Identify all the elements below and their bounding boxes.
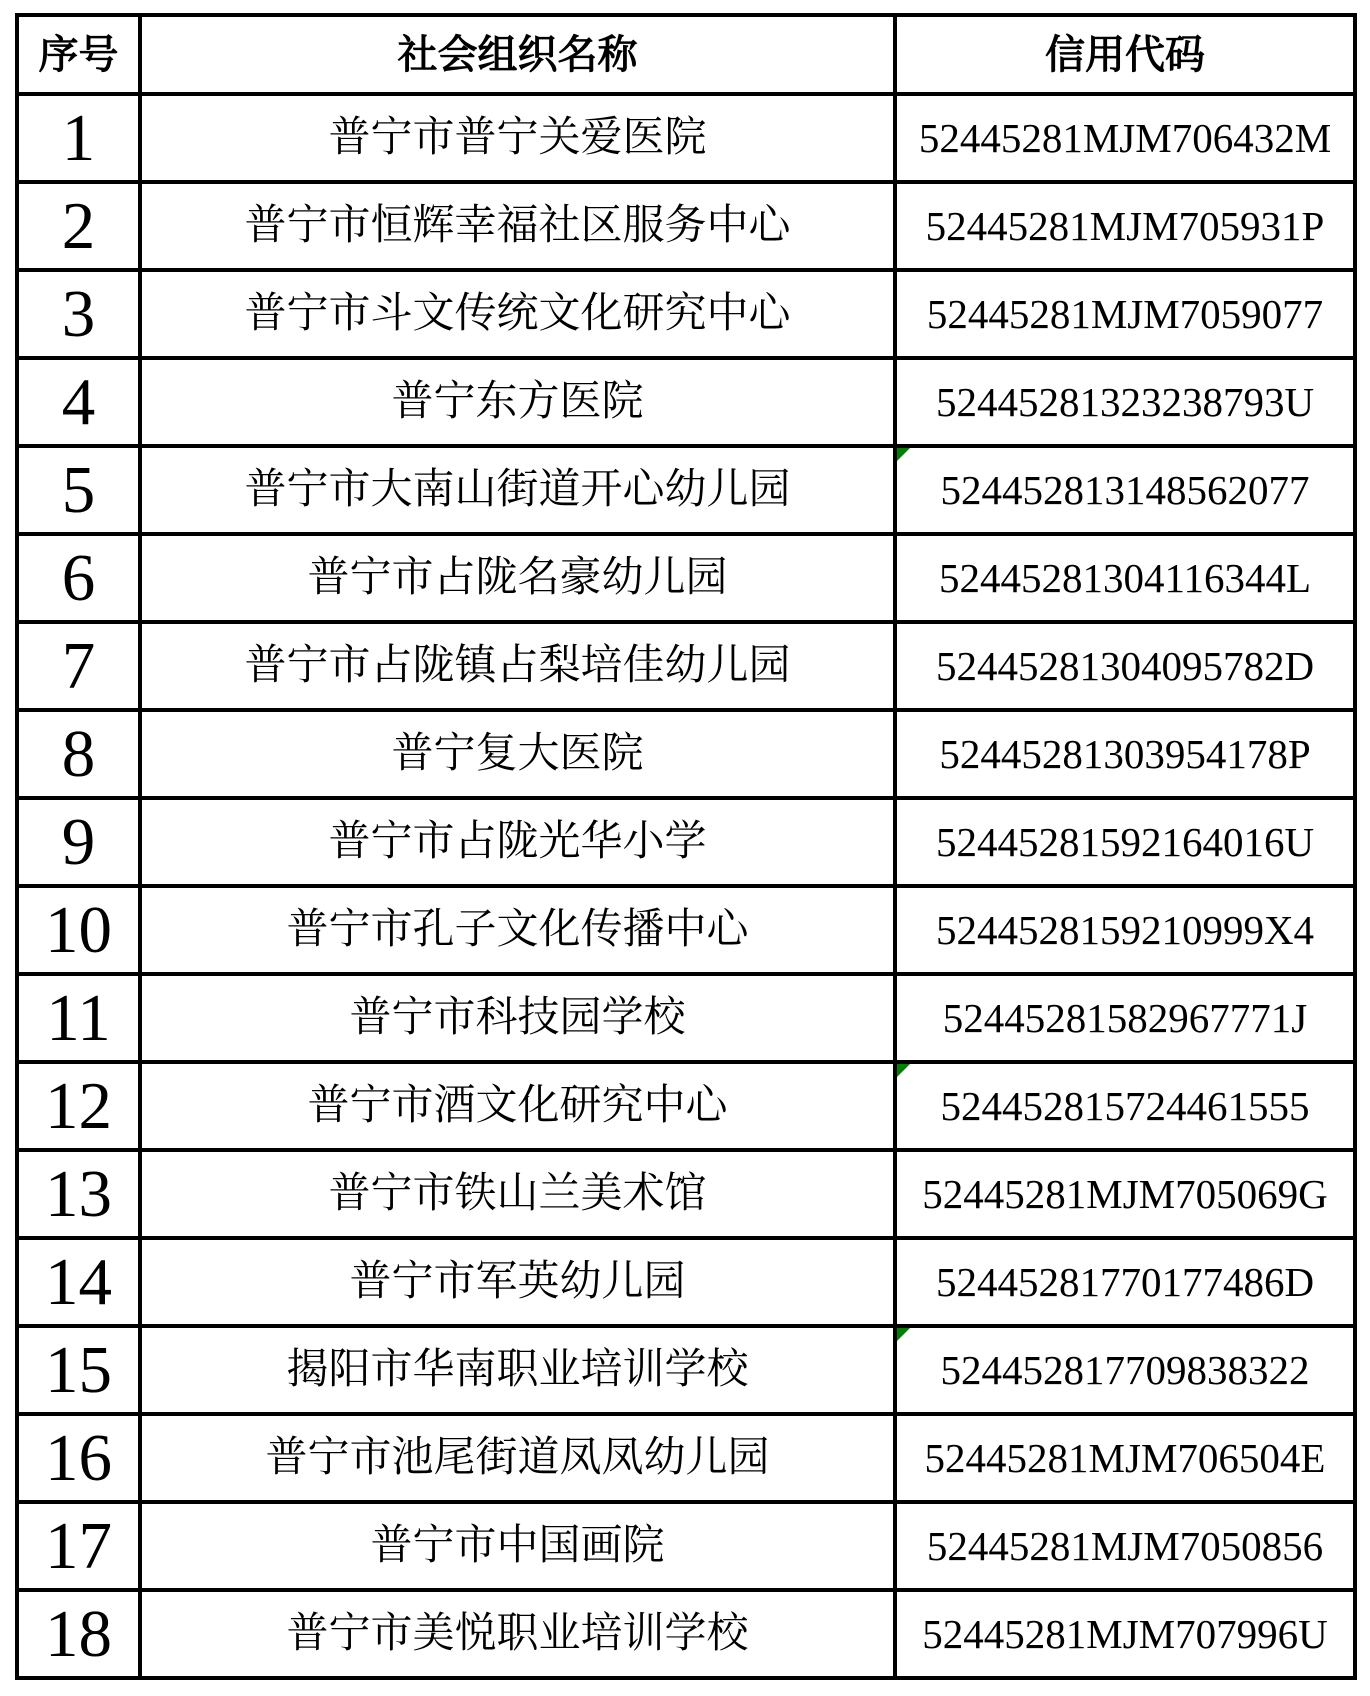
credit-code-cell (895, 798, 1355, 886)
org-name-cell: 普宁市占陇光华小学 (140, 798, 895, 886)
org-table-body (17, 94, 1355, 1678)
header-row (17, 15, 1355, 94)
table-row (17, 182, 1355, 270)
row-index-cell: 2 (17, 182, 140, 270)
row-index-cell: 5 (17, 446, 140, 534)
org-name-cell: 普宁市大南山街道开心幼儿园 (140, 446, 895, 534)
org-name-cell: 普宁市科技园学校 (140, 974, 895, 1062)
org-name-cell: 普宁市中国画院 (140, 1502, 895, 1590)
credit-code-text: 52445281304116344L (938, 554, 1312, 601)
org-name-cell: 普宁市铁山兰美术馆 (140, 1150, 895, 1238)
table-row (17, 270, 1355, 358)
row-index-cell: 8 (17, 710, 140, 798)
row-index-cell: 13 (17, 1150, 140, 1238)
org-name-cell: 普宁复大医院 (140, 710, 895, 798)
table-row (17, 798, 1355, 886)
org-name-cell: 普宁市孔子文化传播中心 (140, 886, 895, 974)
row-index-cell: 11 (17, 974, 140, 1062)
table-row (17, 94, 1355, 182)
row-index-cell: 16 (17, 1414, 140, 1502)
credit-code-text: 524452817709838322 (940, 1346, 1310, 1393)
credit-code-text: 52445281303954178P (939, 730, 1311, 777)
credit-code-cell (895, 534, 1355, 622)
credit-code-cell (895, 182, 1355, 270)
row-index-cell: 17 (17, 1502, 140, 1590)
credit-code-cell (895, 446, 1355, 534)
credit-code-cell (895, 1238, 1355, 1326)
org-name-cell: 普宁市酒文化研究中心 (140, 1062, 895, 1150)
credit-code-text: 52445281MJM7059077 (926, 290, 1324, 337)
table-row (17, 974, 1355, 1062)
table-row (17, 1502, 1355, 1590)
table-row (17, 1150, 1355, 1238)
org-name-cell: 揭阳市华南职业培训学校 (140, 1326, 895, 1414)
table-row (17, 622, 1355, 710)
header-credit-code: 信用代码 (895, 15, 1355, 94)
table-row (17, 1414, 1355, 1502)
org-name-cell: 普宁市占陇镇占梨培佳幼儿园 (140, 622, 895, 710)
credit-code-cell (895, 886, 1355, 974)
row-index-cell: 12 (17, 1062, 140, 1150)
row-index-cell: 18 (17, 1590, 140, 1678)
row-index-cell: 9 (17, 798, 140, 886)
org-name-cell: 普宁市恒辉幸福社区服务中心 (140, 182, 895, 270)
credit-code-text: 52445281MJM705931P (925, 202, 1325, 249)
header-org-name: 社会组织名称 (140, 15, 895, 94)
table-row (17, 1062, 1355, 1150)
credit-code-cell (895, 1414, 1355, 1502)
credit-code-text: 52445281MJM706432M (918, 114, 1332, 161)
table-row (17, 1326, 1355, 1414)
credit-code-text: 52445281MJM705069G (922, 1170, 1328, 1217)
row-index-cell: 3 (17, 270, 140, 358)
credit-code-text: 52445281MJM7050856 (926, 1522, 1324, 1569)
table-row (17, 1238, 1355, 1326)
credit-code-cell (895, 1590, 1355, 1678)
credit-code-cell (895, 622, 1355, 710)
row-index-cell: 4 (17, 358, 140, 446)
credit-code-text: 52445281770177486D (935, 1258, 1315, 1305)
row-index-cell: 7 (17, 622, 140, 710)
credit-code-text: 524452813148562077 (940, 466, 1310, 513)
green-triangle-icon (897, 1328, 910, 1341)
credit-code-text: 52445281582967771J (942, 994, 1308, 1041)
row-index-cell: 1 (17, 94, 140, 182)
credit-code-text: 524452815724461555 (940, 1082, 1310, 1129)
credit-code-cell (895, 270, 1355, 358)
credit-code-cell (895, 974, 1355, 1062)
org-name-cell: 普宁市美悦职业培训学校 (140, 1590, 895, 1678)
credit-code-cell (895, 1326, 1355, 1414)
green-triangle-icon (897, 448, 910, 461)
row-index-cell: 6 (17, 534, 140, 622)
org-name-cell: 普宁市斗文传统文化研究中心 (140, 270, 895, 358)
credit-code-text: 52445281304095782D (935, 642, 1315, 689)
org-name-cell: 普宁市普宁关爱医院 (140, 94, 895, 182)
header-index: 序号 (17, 15, 140, 94)
credit-code-text: 52445281323238793U (935, 378, 1315, 425)
table-row (17, 358, 1355, 446)
table-row (17, 710, 1355, 798)
org-name-cell: 普宁东方医院 (140, 358, 895, 446)
credit-code-cell (895, 94, 1355, 182)
row-index-cell: 15 (17, 1326, 140, 1414)
table-row (17, 446, 1355, 534)
credit-code-text: 52445281MJM706504E (924, 1434, 1326, 1481)
table-row (17, 886, 1355, 974)
org-name-cell: 普宁市占陇名豪幼儿园 (140, 534, 895, 622)
org-name-cell: 普宁市池尾街道凤凤幼儿园 (140, 1414, 895, 1502)
org-table (15, 13, 1357, 1680)
table-row (17, 534, 1355, 622)
credit-code-cell (895, 1062, 1355, 1150)
credit-code-cell (895, 1150, 1355, 1238)
credit-code-text: 52445281592164016U (935, 818, 1315, 865)
row-index-cell: 14 (17, 1238, 140, 1326)
credit-code-text: 52445281MJM707996U (922, 1610, 1328, 1657)
credit-code-cell (895, 358, 1355, 446)
credit-code-cell (895, 710, 1355, 798)
green-triangle-icon (897, 1064, 910, 1077)
credit-code-cell (895, 1502, 1355, 1590)
table-row (17, 1590, 1355, 1678)
credit-code-text: 5244528159210999X4 (935, 906, 1315, 953)
org-name-cell: 普宁市军英幼儿园 (140, 1238, 895, 1326)
row-index-cell: 10 (17, 886, 140, 974)
